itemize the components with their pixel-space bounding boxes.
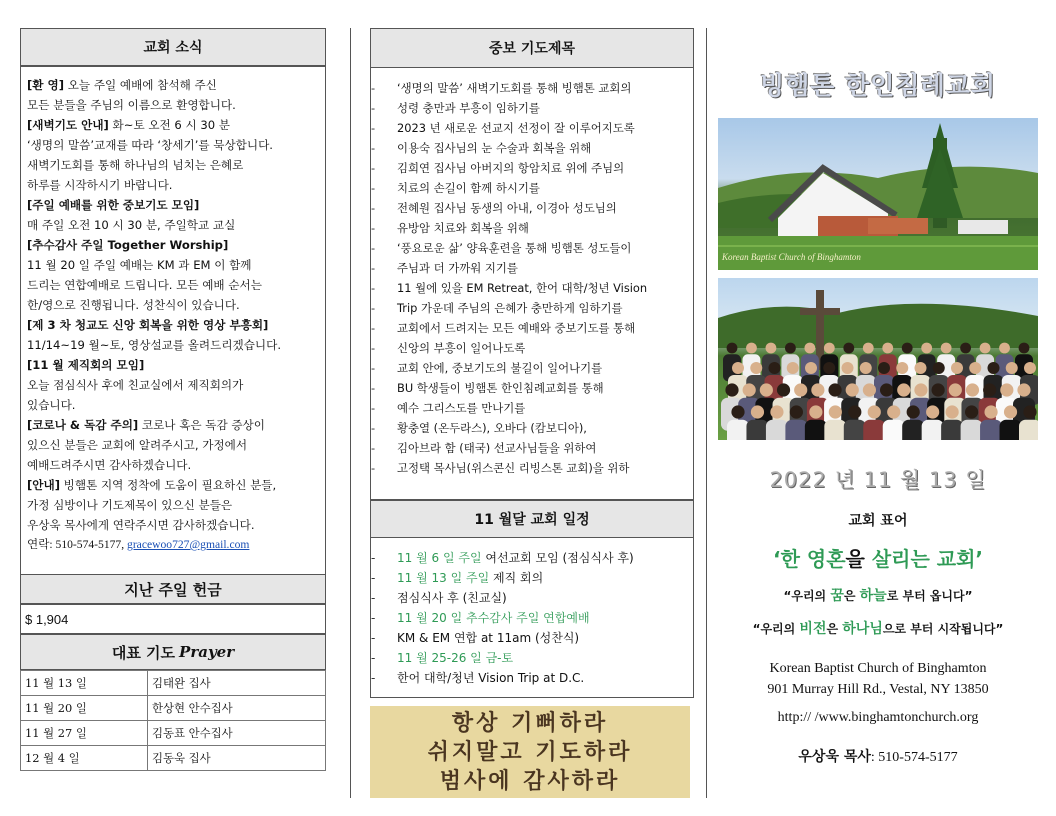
intercession-title: 중보 기도제목 (488, 41, 576, 57)
congregation-person-body (922, 420, 944, 440)
congregation-person-head (809, 405, 822, 418)
congregation-person-head (785, 343, 796, 354)
vision-part-2: 은 (826, 622, 843, 636)
congregation-person-head (770, 405, 783, 418)
congregation-person-head (960, 343, 971, 354)
congregation-person-head (914, 383, 927, 396)
congregation-person-head (846, 383, 859, 396)
congregation-person-head (868, 405, 881, 418)
prayer-item: - 유방암 치료와 회복을 위해 (371, 218, 687, 238)
congregation-person-head (743, 383, 756, 396)
news-line (27, 135, 319, 155)
vision-god: 하나님 (842, 621, 883, 637)
congregation-photo (718, 278, 1038, 440)
vision-line (718, 618, 1038, 638)
contact-line (27, 535, 319, 555)
verse-line-2: 쉬지말고 기도하라 (427, 738, 633, 765)
congregation-person-head (811, 383, 824, 396)
congregation-person-head (863, 343, 874, 354)
news-line-text: 새벽기도회를 통해 하나님의 넘치는 은혜로 (27, 158, 244, 172)
congregation-person-body (1019, 420, 1038, 440)
calendar-header (370, 500, 694, 538)
congregation-person-head (1000, 383, 1013, 396)
calendar-text: KM & EM 연합 at 11am (성찬식) (397, 631, 580, 645)
congregation-person-head (777, 383, 790, 396)
congregation-person-head (750, 362, 762, 374)
news-line-heading: [코로나 & 독감 주의] (27, 418, 139, 432)
congregation-person-head (988, 362, 1000, 374)
news-panel (20, 66, 326, 576)
news-line-text: 우상욱 목사에게 연락주시면 감사하겠습니다. (27, 518, 255, 532)
divider-left (350, 28, 351, 798)
news-line (27, 275, 319, 295)
news-line-text: 가정 심방이나 기도제목이 있으신 분들은 (27, 498, 233, 512)
news-line-heading: [새벽기도 안내] (27, 118, 109, 132)
congregation-person-head (732, 362, 744, 374)
prayer-leader-name: 김태완 집사 (148, 671, 326, 696)
congregation-person-head (824, 343, 835, 354)
news-line (27, 155, 319, 175)
news-line (27, 375, 319, 395)
prayer-item: - 예수 그리스도를 만나기를 (371, 398, 687, 418)
prayer-leader-date: 11 월 27 일 (21, 721, 148, 746)
news-line-heading: [11 월 제직회의 모임] (27, 358, 145, 372)
news-line (27, 195, 319, 215)
congregation-person-body (980, 420, 1002, 440)
congregation-person-head (746, 343, 757, 354)
calendar-item (371, 608, 689, 628)
dream-part-1: “우리의 (783, 589, 831, 603)
news-line-text: 예배드려주시면 감사하겠습니다. (27, 458, 192, 472)
congregation-person-body (941, 420, 963, 440)
congregation-person-body (863, 420, 885, 440)
church-building-photo (718, 118, 1038, 270)
news-line-text: 오늘 점심식사 후에 친교실에서 제직회의가 (27, 378, 244, 392)
congregation-person-head (863, 383, 876, 396)
news-line-heading: [안내] (27, 478, 60, 492)
congregation-person-head (999, 343, 1010, 354)
congregation-person-body (961, 420, 983, 440)
congregation-person-head (969, 362, 981, 374)
congregation-person-head (983, 383, 996, 396)
prayer-item: - ‘생명의 말씀’ 새벽기도회를 통해 빙햄톤 교회의 (371, 78, 687, 98)
news-line (27, 395, 319, 415)
verse-line-3: 범사에 감사하라 (439, 767, 621, 794)
news-line (27, 495, 319, 515)
congregation-person-head (887, 405, 900, 418)
congregation-person-head (787, 362, 799, 374)
prayer-leader-title-en: Prayer (179, 643, 235, 661)
news-line-heading: [제 3 차 청교도 신앙 회복을 위한 영상 부흥회] (27, 318, 269, 332)
news-line (27, 435, 319, 455)
divider-right (706, 28, 707, 798)
congregation-person-head (860, 362, 872, 374)
vision-part-1: “우리의 (752, 622, 800, 636)
verse-line-1: 항상 기뻐하라 (451, 709, 609, 736)
dream-part-3: 로 부터 옵니다” (886, 589, 973, 603)
prayer-leader-header (20, 634, 326, 670)
congregation-person-head (751, 405, 764, 418)
news-title: 교회 소식 (143, 40, 203, 56)
prayer-item: - 교회에서 드려지는 모든 예배와 중보기도를 통해 (371, 318, 687, 338)
congregation-person-head (880, 383, 893, 396)
church-building-illustration (718, 118, 1038, 270)
congregation-person-head (946, 405, 959, 418)
offering-title: 지난 주일 헌금 (124, 580, 222, 599)
congregation-person-head (1023, 405, 1036, 418)
news-line-heading: [추수감사 주일 Together Worship] (27, 238, 229, 252)
congregation-person-head (727, 343, 738, 354)
news-line-text: 있으신 분들은 교회에 알려주시고, 가정에서 (27, 438, 248, 452)
prayer-item: - 고정택 목사님(위스콘신 리빙스톤 교회)을 위하 (371, 458, 687, 478)
church-motto (718, 543, 1038, 572)
news-line (27, 115, 319, 135)
calendar-panel (370, 538, 694, 698)
congregation-person-head (951, 362, 963, 374)
news-line-text: 코로나 혹은 독감 증상이 (138, 418, 265, 432)
prayer-item: - 2023 년 새로운 선교지 선정이 잘 이루어지도록 (371, 118, 687, 138)
prayer-leader-row (21, 746, 326, 771)
congregation-person-head (921, 343, 932, 354)
news-line (27, 335, 319, 355)
news-line (27, 315, 319, 335)
pastor-name: 우상욱 목사 (798, 749, 871, 765)
news-line (27, 355, 319, 375)
calendar-date: 11 월 20 일 추수감사 주일 연합예배 (397, 611, 590, 625)
prayer-leader-table (20, 670, 326, 771)
calendar-text: 제직 회의 (489, 571, 544, 585)
congregation-person-head (1019, 343, 1030, 354)
intercession-panel (370, 68, 694, 500)
congregation-person-head (805, 362, 817, 374)
photo-caption: Korean Baptist Church of Binghamton (722, 252, 861, 262)
calendar-text: 점심식사 후 (친교실) (397, 591, 507, 605)
news-line (27, 295, 319, 315)
congregation-person-head (823, 362, 835, 374)
congregation-person-head (769, 362, 781, 374)
congregation-person-head (790, 405, 803, 418)
vision-part-3: 으로 부터 시작됩니다” (882, 622, 1004, 636)
pastor-contact (718, 746, 1038, 766)
pastor-phone: : 510-574-5177 (870, 750, 958, 765)
congregation-person-body (785, 420, 807, 440)
news-line-text: 모든 분들을 주님의 이름으로 환영합니다. (27, 98, 236, 112)
congregation-person-head (760, 383, 773, 396)
news-line-text: 11/14~19 월~토, 영상설교를 올려드리겠습니다. (27, 338, 282, 352)
calendar-date: 11 월 6 일 주일 (397, 551, 482, 565)
news-line (27, 235, 319, 255)
contact-phone: 연락: 510-574-5177, (27, 538, 128, 551)
news-line (27, 455, 319, 475)
address-line-2: 901 Murray Hill Rd., Vestal, NY 13850 (767, 682, 989, 697)
calendar-text: 여선교회 모임 (점심식사 후) (481, 551, 634, 565)
news-line (27, 215, 319, 235)
verse-image (370, 706, 690, 798)
congregation-person-body (824, 420, 846, 440)
congregation-person-head (902, 343, 913, 354)
offering-header (20, 574, 326, 604)
motto-quote-close: ’ (975, 547, 984, 571)
prayer-item: - 황충열 (온두라스), 오바다 (캄보디아), (371, 418, 687, 438)
congregation-person-head (965, 405, 978, 418)
prayer-item: - 주님과 더 가까워 지기를 (371, 258, 687, 278)
news-line (27, 415, 319, 435)
congregation-person-head (1004, 405, 1017, 418)
congregation-person-head (828, 383, 841, 396)
prayer-leader-date: 11 월 13 일 (21, 671, 148, 696)
congregation-person-body (883, 420, 905, 440)
congregation-person-head (897, 383, 910, 396)
congregation-person-head (984, 405, 997, 418)
congregation-person-body (844, 420, 866, 440)
congregation-person-head (804, 343, 815, 354)
congregation-person-head (941, 343, 952, 354)
news-line (27, 95, 319, 115)
congregation-person-body (805, 420, 827, 440)
motto-saving-church: 살리는 교회 (871, 547, 976, 571)
news-line-text: 있습니다. (27, 398, 76, 412)
congregation-person-head (926, 405, 939, 418)
congregation-person-body (727, 420, 749, 440)
news-line (27, 255, 319, 275)
congregation-person-head (882, 343, 893, 354)
motto-particle: 을 (845, 547, 872, 571)
prayer-leader-row (21, 671, 326, 696)
calendar-item (371, 668, 689, 688)
prayer-leader-name: 김동욱 집사 (148, 746, 326, 771)
calendar-item (371, 628, 689, 648)
prayer-leader-row (21, 696, 326, 721)
prayer-item: - ‘풍요로운 삶’ 양육훈련을 통해 빙햄톤 성도들이 (371, 238, 687, 258)
calendar-date: 11 월 25-26 일 금-토 (397, 651, 514, 665)
church-name: 빙햄톤 한인침례교회 (759, 71, 997, 100)
congregation-person-body (746, 420, 768, 440)
news-line-text: 한/영으로 진행됩니다. 성찬식이 있습니다. (27, 298, 240, 312)
prayer-item: - BU 학생들이 빙햄톤 한인침례교회를 통해 (371, 378, 687, 398)
news-line-text: 화~토 오전 6 시 30 분 (108, 118, 230, 132)
news-line-text: 오늘 주일 예배에 참석해 주신 (64, 78, 217, 92)
prayer-item: - 김아브라 함 (태국) 선교사님들을 위하여 (371, 438, 687, 458)
offering-amount: $ 1,904 (20, 604, 326, 634)
calendar-item (371, 648, 689, 668)
news-line (27, 175, 319, 195)
congregation-person-head (896, 362, 908, 374)
congregation-person-head (907, 405, 920, 418)
congregation-illustration (718, 278, 1038, 440)
calendar-item (371, 568, 689, 588)
congregation-person-head (915, 362, 927, 374)
prayer-item: - Trip 가운데 주님의 은혜가 충만하게 임하기를 (371, 298, 687, 318)
congregation-person-body (902, 420, 924, 440)
news-line-text: 빙햄톤 지역 정착에 도움이 필요하신 분들, (60, 478, 277, 492)
congregation-person-head (829, 405, 842, 418)
church-address (718, 658, 1038, 700)
calendar-date: 11 월 13 일 주일 (397, 571, 490, 585)
prayer-item: - 이용숙 집사님의 눈 수술과 회복을 위해 (371, 138, 687, 158)
news-line (27, 515, 319, 535)
prayer-leader-title-ko: 대표 기도 (111, 643, 176, 662)
news-line-text: 11 월 20 일 주일 예배는 KM 과 EM 이 함께 (27, 258, 252, 272)
news-line-text: 하루를 시작하시기 바랍니다. (27, 178, 173, 192)
congregation-person-head (933, 362, 945, 374)
news-line (27, 75, 319, 95)
news-line (27, 475, 319, 495)
dream-part-2: 은 (843, 589, 860, 603)
news-line-text: 매 주일 오전 10 시 30 분, 주일학교 교실 (27, 218, 236, 232)
prayer-leader-row (21, 721, 326, 746)
congregation-person-head (731, 405, 744, 418)
motto-label: 교회 표어 (848, 513, 908, 529)
prayer-leader-date: 11 월 20 일 (21, 696, 148, 721)
bulletin-date: 2022 년 11 월 13 일 (769, 468, 987, 492)
congregation-person-head (1024, 362, 1036, 374)
congregation-person-head (725, 383, 738, 396)
motto-one-soul: 한 영혼 (780, 547, 846, 571)
prayer-leader-name: 김동표 안수집사 (148, 721, 326, 746)
congregation-person-head (1017, 383, 1030, 396)
contact-email-link[interactable]: gracewoo727@gmail.com (127, 538, 250, 551)
address-line-1: Korean Baptist Church of Binghamton (769, 661, 987, 676)
news-line-text: ‘생명의 말씀’교재를 따라 ‘창세기’를 묵상합니다. (27, 138, 273, 152)
news-line-text: 드리는 연합예배로 드립니다. 모든 예배 순서는 (27, 278, 262, 292)
prayer-item: - 11 월에 있을 EM Retreat, 한어 대학/청년 Vision (371, 278, 687, 298)
congregation-person-head (766, 343, 777, 354)
church-website[interactable]: http:// /www.binghamtonchurch.org (777, 710, 979, 725)
congregation-person-head (966, 383, 979, 396)
prayer-leader-date: 12 월 4 일 (21, 746, 148, 771)
prayer-item: - 치료의 손길이 함께 하시기를 (371, 178, 687, 198)
congregation-person-head (848, 405, 861, 418)
congregation-person-head (794, 383, 807, 396)
calendar-item (371, 588, 689, 608)
calendar-item (371, 548, 689, 568)
prayer-item: - 교회 안에, 중보기도의 불길이 일어나기를 (371, 358, 687, 378)
calendar-title: 11 월달 교회 일정 (474, 512, 590, 528)
congregation-person-head (932, 383, 945, 396)
motto-quote-open: ‘ (772, 547, 781, 571)
congregation-person-head (878, 362, 890, 374)
congregation-person-body (766, 420, 788, 440)
congregation-person-head (1006, 362, 1018, 374)
prayer-item: - 신앙의 부흥이 일어나도록 (371, 338, 687, 358)
congregation-person-head (843, 343, 854, 354)
news-line-heading: [환 영] (27, 78, 65, 92)
congregation-person-body (1000, 420, 1022, 440)
news-line-heading: [주일 예배를 위한 중보기도 모임] (27, 198, 200, 212)
prayer-item: - 전혜원 집사님 동생의 아내, 이경아 성도님의 (371, 198, 687, 218)
prayer-leader-name: 한상현 안수집사 (148, 696, 326, 721)
vision-word: 비전 (799, 621, 827, 637)
congregation-person-head (842, 362, 854, 374)
prayer-item: - 성령 충만과 부흥이 임하기를 (371, 98, 687, 118)
dream-heaven: 하늘 (859, 588, 887, 604)
intercession-header (370, 28, 694, 68)
prayer-item: - 김희연 집사님 아버지의 항암치료 위에 주님의 (371, 158, 687, 178)
dream-line (718, 585, 1038, 605)
news-header (20, 28, 326, 66)
congregation-person-head (980, 343, 991, 354)
calendar-text: 한어 대학/청년 Vision Trip at D.C. (397, 671, 585, 685)
congregation-person-head (949, 383, 962, 396)
dream-word: 꿈 (830, 588, 844, 604)
